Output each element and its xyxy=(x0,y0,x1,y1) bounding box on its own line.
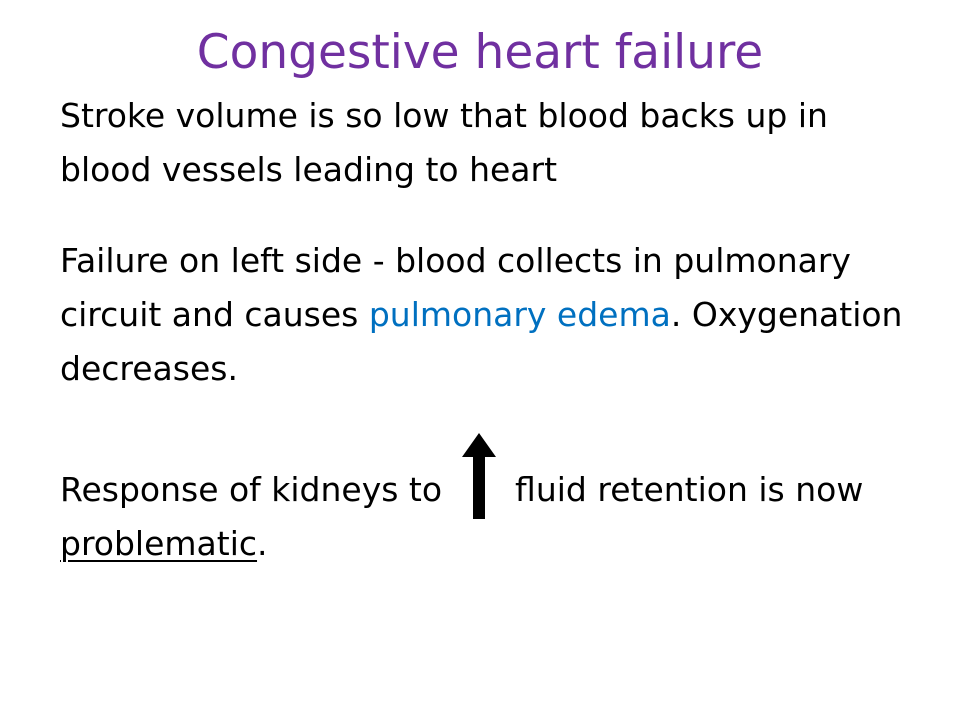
paragraph-text: Failure on left side - blood collects in pulmonary circuit and causes xyxy=(60,241,851,334)
problematic-underlined: problematic xyxy=(60,524,258,563)
paragraph-text: . xyxy=(257,524,268,563)
paragraph-text: fluid retention is now xyxy=(504,470,864,509)
paragraph-stroke-volume: Stroke volume is so low that blood backs up in blood vessels leading to heart xyxy=(60,96,828,189)
paragraph-text: . Oxygenation decreases. xyxy=(60,295,903,388)
slide-title: Congestive heart failure xyxy=(196,25,764,80)
paragraph-kidney-response xyxy=(60,461,920,571)
paragraph-text: Response of kidneys to xyxy=(60,470,453,509)
pulmonary-edema-highlight: pulmonary edema xyxy=(368,295,671,334)
paragraph-left-side-failure xyxy=(60,234,920,396)
up-arrow-icon xyxy=(453,461,505,501)
